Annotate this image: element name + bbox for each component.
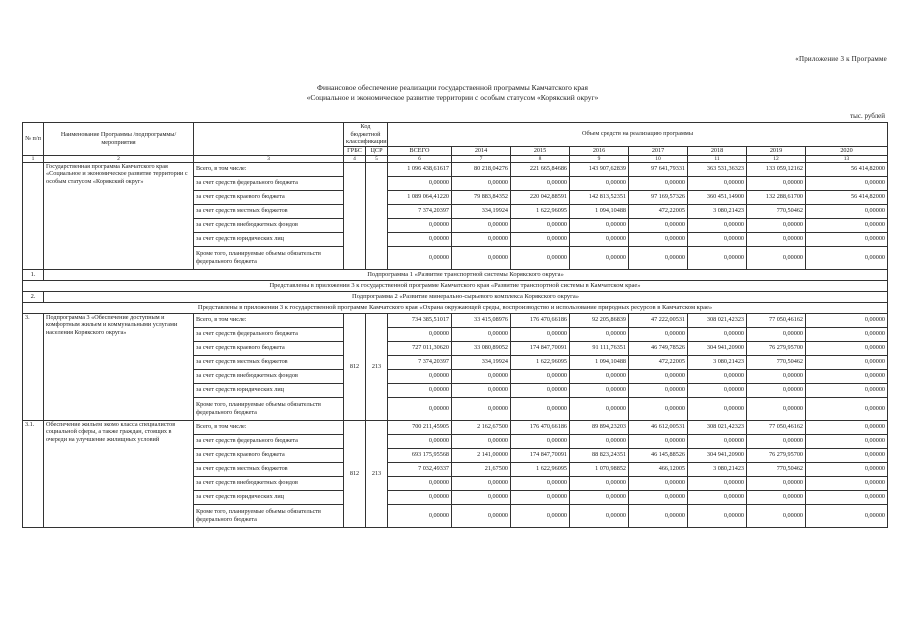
amount-cell: 1 094,10488 bbox=[570, 204, 629, 218]
amount-cell: 770,50462 bbox=[747, 204, 806, 218]
amount-cell: 79 883,84352 bbox=[452, 190, 511, 204]
header-budget-code: Код бюджетной классификации bbox=[344, 123, 388, 147]
amount-cell: 0,00000 bbox=[688, 476, 747, 490]
amount-cell: 0,00000 bbox=[629, 490, 688, 504]
amount-cell: 92 205,86839 bbox=[570, 313, 629, 327]
funding-source-label: за счет средств краевого бюджета bbox=[194, 448, 344, 462]
amount-cell: 33 415,08976 bbox=[452, 313, 511, 327]
amount-cell: 80 218,04276 bbox=[452, 162, 511, 176]
amount-cell: 133 059,12162 bbox=[747, 162, 806, 176]
amount-cell: 0,00000 bbox=[388, 504, 452, 527]
amount-cell: 0,00000 bbox=[688, 176, 747, 190]
amount-cell: 0,00000 bbox=[452, 383, 511, 397]
program-name: Обеспечение жильем экомо класса специалистов социальной сферы, а также граждан, стоящих в очереди на улучшение жилищных условий bbox=[44, 420, 194, 527]
table-row bbox=[23, 162, 888, 176]
column-index: 9 bbox=[570, 155, 629, 162]
amount-cell: 0,00000 bbox=[806, 420, 888, 434]
amount-cell: 1 622,96095 bbox=[511, 462, 570, 476]
header-empty bbox=[194, 123, 344, 156]
amount-cell: 0,00000 bbox=[747, 397, 806, 420]
amount-cell: 0,00000 bbox=[747, 434, 806, 448]
amount-cell: 0,00000 bbox=[511, 397, 570, 420]
amount-cell: 0,00000 bbox=[511, 218, 570, 232]
amount-cell: 0,00000 bbox=[452, 476, 511, 490]
amount-cell: 0,00000 bbox=[388, 246, 452, 269]
amount-cell: 7 374,20397 bbox=[388, 204, 452, 218]
amount-cell: 1 622,96095 bbox=[511, 355, 570, 369]
amount-cell: 0,00000 bbox=[570, 327, 629, 341]
amount-cell: 21,67500 bbox=[452, 462, 511, 476]
column-index: 12 bbox=[747, 155, 806, 162]
amount-cell: 7 032,49337 bbox=[388, 462, 452, 476]
year-header: ВСЕГО bbox=[388, 146, 452, 155]
amount-cell: 0,00000 bbox=[570, 383, 629, 397]
amount-cell: 0,00000 bbox=[452, 218, 511, 232]
grbs-code: 812 bbox=[344, 420, 366, 527]
amount-cell: 0,00000 bbox=[511, 490, 570, 504]
amount-cell: 47 222,00531 bbox=[629, 313, 688, 327]
appendix-label: «Приложение 3 к Программе bbox=[795, 55, 887, 63]
amount-cell: 472,22005 bbox=[629, 355, 688, 369]
amount-cell: 1 622,96095 bbox=[511, 204, 570, 218]
amount-cell: 0,00000 bbox=[570, 369, 629, 383]
amount-cell: 734 385,51017 bbox=[388, 313, 452, 327]
amount-cell: 0,00000 bbox=[806, 504, 888, 527]
amount-cell: 0,00000 bbox=[452, 504, 511, 527]
column-index: 7 bbox=[452, 155, 511, 162]
column-index-row bbox=[23, 155, 888, 162]
funding-source-label: за счет средств местных бюджетов bbox=[194, 204, 344, 218]
amount-cell: 0,00000 bbox=[388, 383, 452, 397]
csr-code: 213 bbox=[366, 313, 388, 420]
funding-source-label: Кроме того, планируемые объемы обязательств федерального бюджета bbox=[194, 246, 344, 269]
amount-cell: 0,00000 bbox=[452, 327, 511, 341]
table-body bbox=[23, 123, 888, 528]
amount-cell: 0,00000 bbox=[806, 434, 888, 448]
funding-source-label: Всего, в том числе: bbox=[194, 420, 344, 434]
csr-code: 213 bbox=[366, 420, 388, 527]
document-title bbox=[0, 83, 905, 103]
amount-cell: 0,00000 bbox=[511, 383, 570, 397]
amount-cell: 0,00000 bbox=[452, 397, 511, 420]
amount-cell: 0,00000 bbox=[388, 176, 452, 190]
amount-cell: 0,00000 bbox=[688, 490, 747, 504]
header-csr: ЦСР bbox=[366, 146, 388, 155]
csr-code bbox=[366, 162, 388, 269]
amount-cell: 0,00000 bbox=[629, 327, 688, 341]
amount-cell: 700 211,45905 bbox=[388, 420, 452, 434]
row-number: 3. bbox=[23, 313, 44, 420]
amount-cell: 176 470,66186 bbox=[511, 313, 570, 327]
amount-cell: 0,00000 bbox=[511, 434, 570, 448]
funding-source-label: за счет средств местных бюджетов bbox=[194, 355, 344, 369]
amount-cell: 0,00000 bbox=[511, 232, 570, 246]
amount-cell: 0,00000 bbox=[688, 504, 747, 527]
amount-cell: 56 414,82000 bbox=[806, 190, 888, 204]
amount-cell: 56 414,82000 bbox=[806, 162, 888, 176]
table-row bbox=[23, 313, 888, 327]
row-number: 3.1. bbox=[23, 420, 44, 527]
subprogram-title-row bbox=[23, 291, 888, 302]
column-index: 5 bbox=[366, 155, 388, 162]
funding-source-label: за счет средств внебюджетных фондов bbox=[194, 369, 344, 383]
amount-cell: 0,00000 bbox=[688, 383, 747, 397]
amount-cell: 0,00000 bbox=[629, 397, 688, 420]
amount-cell: 0,00000 bbox=[806, 448, 888, 462]
year-header: 2018 bbox=[688, 146, 747, 155]
amount-cell: 174 847,70091 bbox=[511, 448, 570, 462]
amount-cell: 0,00000 bbox=[806, 341, 888, 355]
amount-cell: 1 094,10488 bbox=[570, 355, 629, 369]
funding-source-label: за счет средств юридических лиц bbox=[194, 232, 344, 246]
year-header: 2015 bbox=[511, 146, 570, 155]
amount-cell: 2 141,00000 bbox=[452, 448, 511, 462]
amount-cell: 3 080,21423 bbox=[688, 204, 747, 218]
column-index: 8 bbox=[511, 155, 570, 162]
units-label: тыс. рублей bbox=[850, 112, 885, 120]
column-index: 13 bbox=[806, 155, 888, 162]
amount-cell: 143 907,62839 bbox=[570, 162, 629, 176]
amount-cell: 174 847,70091 bbox=[511, 341, 570, 355]
amount-cell: 0,00000 bbox=[688, 434, 747, 448]
amount-cell: 7 374,20397 bbox=[388, 355, 452, 369]
amount-cell: 0,00000 bbox=[570, 218, 629, 232]
amount-cell: 97 169,57326 bbox=[629, 190, 688, 204]
amount-cell: 0,00000 bbox=[747, 490, 806, 504]
amount-cell: 0,00000 bbox=[388, 369, 452, 383]
amount-cell: 0,00000 bbox=[570, 476, 629, 490]
column-index: 6 bbox=[388, 155, 452, 162]
amount-cell: 0,00000 bbox=[570, 246, 629, 269]
amount-cell: 0,00000 bbox=[388, 232, 452, 246]
amount-cell: 304 941,20900 bbox=[688, 448, 747, 462]
amount-cell: 0,00000 bbox=[629, 246, 688, 269]
amount-cell: 0,00000 bbox=[747, 232, 806, 246]
amount-cell: 0,00000 bbox=[806, 204, 888, 218]
amount-cell: 0,00000 bbox=[452, 434, 511, 448]
amount-cell: 0,00000 bbox=[452, 490, 511, 504]
amount-cell: 3 080,21423 bbox=[688, 355, 747, 369]
amount-cell: 0,00000 bbox=[452, 232, 511, 246]
program-name: Государственная программа Камчатского края «Социальное и экономическое развитие территории с особым статусом «Корякский округ» bbox=[44, 162, 194, 269]
amount-cell: 0,00000 bbox=[629, 383, 688, 397]
amount-cell: 0,00000 bbox=[688, 327, 747, 341]
amount-cell: 0,00000 bbox=[747, 327, 806, 341]
amount-cell: 33 080,89052 bbox=[452, 341, 511, 355]
amount-cell: 0,00000 bbox=[806, 355, 888, 369]
header-funding: Объем средств на реализацию программы bbox=[388, 123, 888, 147]
amount-cell: 0,00000 bbox=[806, 490, 888, 504]
table-row bbox=[23, 420, 888, 434]
amount-cell: 308 021,42323 bbox=[688, 420, 747, 434]
funding-source-label: за счет средств федерального бюджета bbox=[194, 327, 344, 341]
amount-cell: 0,00000 bbox=[747, 218, 806, 232]
funding-source-label: за счет средств местных бюджетов bbox=[194, 462, 344, 476]
amount-cell: 0,00000 bbox=[388, 397, 452, 420]
amount-cell: 0,00000 bbox=[747, 369, 806, 383]
amount-cell: 46 612,00531 bbox=[629, 420, 688, 434]
amount-cell: 0,00000 bbox=[388, 327, 452, 341]
amount-cell: 0,00000 bbox=[452, 369, 511, 383]
year-header: 2019 bbox=[747, 146, 806, 155]
amount-cell: 334,19924 bbox=[452, 204, 511, 218]
amount-cell: 88 823,24351 bbox=[570, 448, 629, 462]
amount-cell: 0,00000 bbox=[806, 176, 888, 190]
amount-cell: 0,00000 bbox=[511, 476, 570, 490]
amount-cell: 77 050,46162 bbox=[747, 313, 806, 327]
title-line-1: Финансовое обеспечение реализации государственной программы Камчатского края bbox=[317, 83, 588, 92]
amount-cell: 0,00000 bbox=[806, 218, 888, 232]
amount-cell: 46 749,78526 bbox=[629, 341, 688, 355]
amount-cell: 0,00000 bbox=[629, 176, 688, 190]
subprogram-note-row bbox=[23, 302, 888, 313]
amount-cell: 176 470,66186 bbox=[511, 420, 570, 434]
funding-source-label: за счет средств федерального бюджета bbox=[194, 434, 344, 448]
subprogram-title-row bbox=[23, 269, 888, 280]
amount-cell: 0,00000 bbox=[688, 397, 747, 420]
amount-cell: 0,00000 bbox=[511, 176, 570, 190]
amount-cell: 1 070,98852 bbox=[570, 462, 629, 476]
amount-cell: 0,00000 bbox=[452, 176, 511, 190]
amount-cell: 0,00000 bbox=[570, 434, 629, 448]
funding-source-label: Всего, в том числе: bbox=[194, 162, 344, 176]
amount-cell: 0,00000 bbox=[806, 232, 888, 246]
year-header: 2017 bbox=[629, 146, 688, 155]
amount-cell: 76 279,95700 bbox=[747, 341, 806, 355]
amount-cell: 0,00000 bbox=[388, 490, 452, 504]
amount-cell: 363 531,36323 bbox=[688, 162, 747, 176]
grbs-code: 812 bbox=[344, 313, 366, 420]
amount-cell: 0,00000 bbox=[629, 434, 688, 448]
funding-source-label: за счет средств федерального бюджета bbox=[194, 176, 344, 190]
amount-cell: 2 162,67500 bbox=[452, 420, 511, 434]
amount-cell: 0,00000 bbox=[570, 232, 629, 246]
funding-source-label: Кроме того, планируемые объемы обязательств федерального бюджета bbox=[194, 397, 344, 420]
header-name: Наименование Программы /подпрограммы/ мероприятия bbox=[44, 123, 194, 156]
amount-cell: 0,00000 bbox=[388, 218, 452, 232]
amount-cell: 1 089 064,41220 bbox=[388, 190, 452, 204]
amount-cell: 3 080,21423 bbox=[688, 462, 747, 476]
amount-cell: 220 042,88591 bbox=[511, 190, 570, 204]
amount-cell: 0,00000 bbox=[747, 176, 806, 190]
amount-cell: 0,00000 bbox=[388, 476, 452, 490]
funding-source-label: за счет средств внебюджетных фондов bbox=[194, 218, 344, 232]
funding-source-label: за счет средств юридических лиц bbox=[194, 383, 344, 397]
column-index: 2 bbox=[44, 155, 194, 162]
funding-source-label: Кроме того, планируемые объемы обязательств федерального бюджета bbox=[194, 504, 344, 527]
funding-source-label: Всего, в том числе: bbox=[194, 313, 344, 327]
amount-cell: 0,00000 bbox=[806, 397, 888, 420]
amount-cell: 0,00000 bbox=[511, 369, 570, 383]
subprogram-title: Подпрограмма 2 «Развитие минерально-сырьевого комплекса Корякского округа» bbox=[44, 291, 888, 302]
amount-cell: 0,00000 bbox=[511, 246, 570, 269]
amount-cell: 0,00000 bbox=[806, 246, 888, 269]
amount-cell: 0,00000 bbox=[806, 327, 888, 341]
amount-cell: 0,00000 bbox=[806, 462, 888, 476]
row-number: 2. bbox=[23, 291, 44, 302]
row-number: 1. bbox=[23, 269, 44, 280]
amount-cell: 0,00000 bbox=[688, 246, 747, 269]
amount-cell: 132 288,61700 bbox=[747, 190, 806, 204]
amount-cell: 0,00000 bbox=[806, 383, 888, 397]
column-index: 11 bbox=[688, 155, 747, 162]
funding-source-label: за счет средств юридических лиц bbox=[194, 490, 344, 504]
amount-cell: 0,00000 bbox=[570, 504, 629, 527]
funding-table bbox=[22, 122, 888, 528]
amount-cell: 0,00000 bbox=[688, 232, 747, 246]
amount-cell: 97 641,79331 bbox=[629, 162, 688, 176]
amount-cell: 693 175,95568 bbox=[388, 448, 452, 462]
amount-cell: 0,00000 bbox=[747, 246, 806, 269]
amount-cell: 0,00000 bbox=[629, 369, 688, 383]
amount-cell: 0,00000 bbox=[511, 327, 570, 341]
amount-cell: 466,12005 bbox=[629, 462, 688, 476]
subprogram-title: Подпрограмма 1 «Развитие транспортной системы Корякского округа» bbox=[44, 269, 888, 280]
funding-source-label: за счет средств внебюджетных фондов bbox=[194, 476, 344, 490]
amount-cell: 0,00000 bbox=[688, 369, 747, 383]
year-header: 2014 bbox=[452, 146, 511, 155]
column-index: 4 bbox=[344, 155, 366, 162]
funding-source-label: за счет средств краевого бюджета bbox=[194, 190, 344, 204]
amount-cell: 727 011,30620 bbox=[388, 341, 452, 355]
amount-cell: 304 941,20900 bbox=[688, 341, 747, 355]
amount-cell: 46 145,88526 bbox=[629, 448, 688, 462]
row-number bbox=[23, 162, 44, 269]
amount-cell: 76 279,95700 bbox=[747, 448, 806, 462]
amount-cell: 0,00000 bbox=[629, 476, 688, 490]
header-num: № п/п bbox=[23, 123, 44, 156]
title-line-2: «Социальное и экономическое развитие территории с особым статусом «Корякский округ» bbox=[306, 93, 599, 102]
amount-cell: 0,00000 bbox=[806, 369, 888, 383]
amount-cell: 0,00000 bbox=[747, 476, 806, 490]
amount-cell: 142 813,52351 bbox=[570, 190, 629, 204]
amount-cell: 360 451,14900 bbox=[688, 190, 747, 204]
amount-cell: 0,00000 bbox=[747, 504, 806, 527]
amount-cell: 0,00000 bbox=[629, 218, 688, 232]
amount-cell: 0,00000 bbox=[747, 383, 806, 397]
amount-cell: 0,00000 bbox=[511, 504, 570, 527]
amount-cell: 0,00000 bbox=[388, 434, 452, 448]
amount-cell: 0,00000 bbox=[570, 490, 629, 504]
funding-source-label: за счет средств краевого бюджета bbox=[194, 341, 344, 355]
column-index: 10 bbox=[629, 155, 688, 162]
amount-cell: 0,00000 bbox=[570, 176, 629, 190]
amount-cell: 0,00000 bbox=[688, 218, 747, 232]
amount-cell: 77 050,46162 bbox=[747, 420, 806, 434]
amount-cell: 0,00000 bbox=[806, 313, 888, 327]
amount-cell: 0,00000 bbox=[629, 504, 688, 527]
amount-cell: 0,00000 bbox=[570, 397, 629, 420]
amount-cell: 89 894,23203 bbox=[570, 420, 629, 434]
grbs-code bbox=[344, 162, 366, 269]
amount-cell: 221 665,84686 bbox=[511, 162, 570, 176]
subprogram-note: Представлены в приложении 3 к государственной программе Камчатского края «Развитие транспортной системы в Камчатском крае» bbox=[23, 280, 888, 291]
amount-cell: 770,50462 bbox=[747, 462, 806, 476]
program-name: Подпрограмма 3 «Обеспечение доступным и комфортным жильем и коммунальными услугами населения Корякского округа» bbox=[44, 313, 194, 420]
subprogram-note: Представлены в приложении 3 к государственной программе Камчатского края «Охрана окружающей среды, воспроизводство и использование природных ресурсов в Камчатском крае» bbox=[23, 302, 888, 313]
amount-cell: 91 111,76351 bbox=[570, 341, 629, 355]
header-row-1 bbox=[23, 123, 888, 147]
amount-cell: 0,00000 bbox=[629, 232, 688, 246]
year-header: 2016 bbox=[570, 146, 629, 155]
amount-cell: 334,19924 bbox=[452, 355, 511, 369]
subprogram-note-row bbox=[23, 280, 888, 291]
amount-cell: 1 096 438,61617 bbox=[388, 162, 452, 176]
amount-cell: 308 021,42323 bbox=[688, 313, 747, 327]
header-grbs: ГРБС bbox=[344, 146, 366, 155]
amount-cell: 0,00000 bbox=[806, 476, 888, 490]
amount-cell: 0,00000 bbox=[452, 246, 511, 269]
amount-cell: 770,50462 bbox=[747, 355, 806, 369]
amount-cell: 472,22005 bbox=[629, 204, 688, 218]
column-index: 1 bbox=[23, 155, 44, 162]
year-header: 2020 bbox=[806, 146, 888, 155]
column-index: 3 bbox=[194, 155, 344, 162]
